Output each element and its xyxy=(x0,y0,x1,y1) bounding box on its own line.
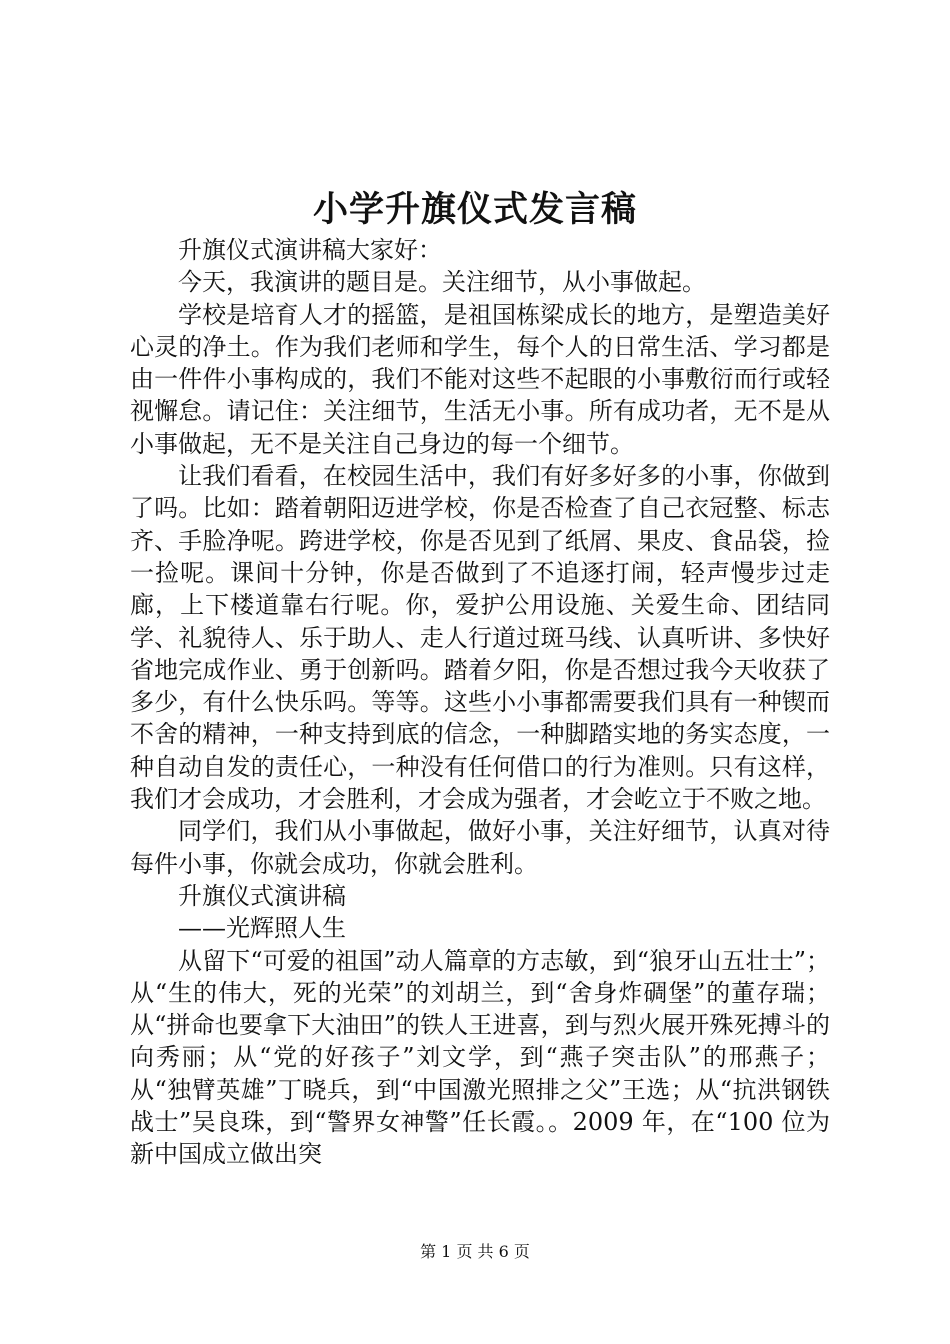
paragraph-second-title: 升旗仪式演讲稿 xyxy=(178,881,346,910)
paragraph-heroes: 从留下“可爱的祖国”动人篇章的方志敏，到“狼牙山五壮士”；从“生的伟大，死的光荣”的刘胡兰，到“舍身炸碉堡”的董存瑞；从“拼命也要拿下大油田”的铁人王进喜，到与烈火展开殊死搏斗的向秀丽；从“党的好孩子”刘文学，到“燕子突击队”的邢燕子；从“独臂英雄”丁晓兵，到“中国激光照排之父”王选；从“抗洪钢铁战士”吴良珠，到“警界女神警”任长霞。。2009 年，在“100 位为新中国成立做出突 xyxy=(130,946,830,1169)
document-title: 小学升旗仪式发言稿 xyxy=(312,189,637,230)
paragraph-school: 学校是培育人才的摇篮，是祖国栋梁成长的地方，是塑造美好心灵的净土。作为我们老师和学生，每个人的日常生活、学习都是由一件件小事构成的，我们不能对这些不起眼的小事敷衍而行或轻视懈怠。请记住：关注细节，生活无小事。所有成功者，无不是从小事做起，无不是关注自己身边的每一个细节。 xyxy=(130,300,830,458)
page-footer: 第 1 页 共 6 页 xyxy=(420,1242,530,1261)
document-body xyxy=(130,234,830,1171)
paragraph-campus-life: 让我们看看，在校园生活中，我们有好多好多的小事，你做到了吗。比如：踏着朝阳迈进学校，你是否检查了自己衣冠整、标志齐、手脸净呢。跨进学校，你是否见到了纸屑、果皮、食品袋，捡一捡呢。课间十分钟，你是否做到了不追逐打闹，轻声慢步过走廊，上下楼道靠右行呢。你，爱护公用设施、关爱生命、团结同学、礼貌待人、乐于助人、走人行道过斑马线、认真听讲、多快好省地完成作业、勇于创新吗。踏着夕阳，你是否想过我今天收获了多少，有什么快乐吗。等等。这些小小事都需要我们具有一种锲而不舍的精神，一种支持到底的信念，一种脚踏实地的务实态度，一种自动自发的责任心，一种没有任何借口的行为准则。只有这样，我们才会成功，才会胜利，才会成为强者，才会屹立于不败之地。 xyxy=(130,462,830,814)
paragraph-topic: 今天，我演讲的题目是。关注细节，从小事做起。 xyxy=(178,268,706,297)
paragraph-conclusion: 同学们，我们从小事做起，做好小事，关注好细节，认真对待每件小事，你就会成功，你就会胜利。 xyxy=(130,817,830,878)
paragraph-greeting: 升旗仪式演讲稿大家好： xyxy=(178,236,442,264)
paragraph-second-subtitle: ——光辉照人生 xyxy=(178,914,346,943)
